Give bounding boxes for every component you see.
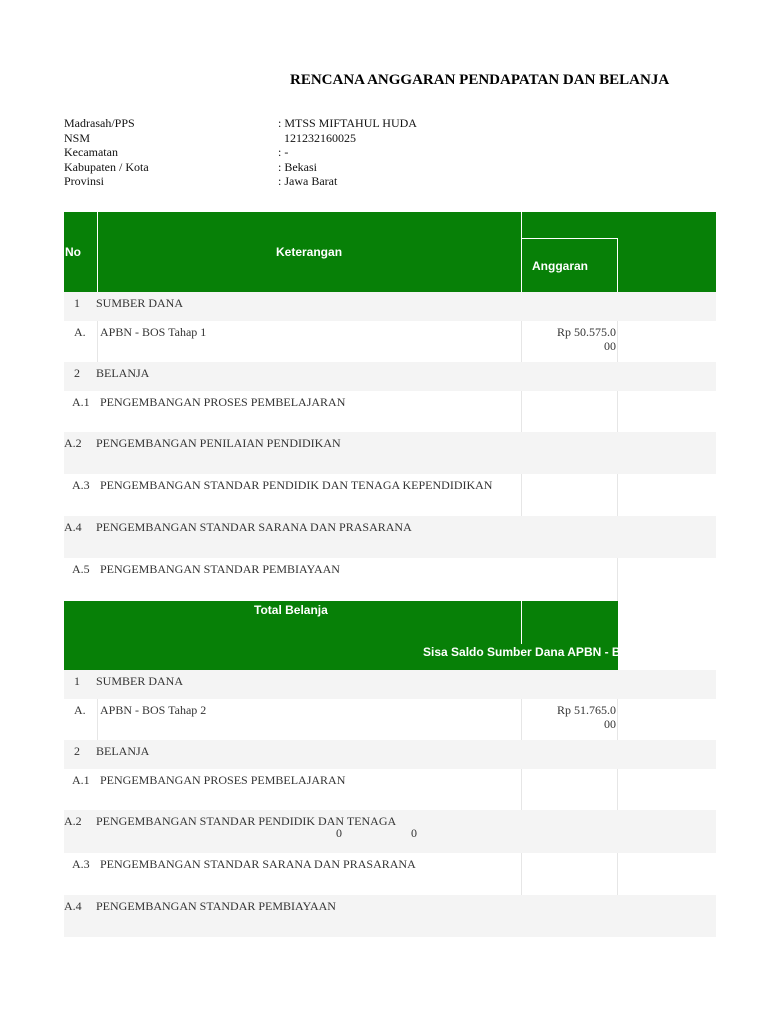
row-description: PENGEMBANGAN STANDAR PEMBIAYAAN xyxy=(96,899,336,913)
header-anggaran: Anggaran xyxy=(532,259,589,273)
row-description: SUMBER DANA xyxy=(96,674,184,688)
table-row xyxy=(64,321,716,362)
total-belanja-label: Total Belanja xyxy=(254,603,328,617)
table-row xyxy=(64,432,716,474)
column-divider xyxy=(617,558,618,601)
amount-line: 00 xyxy=(604,717,616,731)
table-row xyxy=(64,558,716,601)
amount-line: Rp 50.575.0 xyxy=(556,325,616,339)
header-no: No xyxy=(65,245,81,259)
column-divider xyxy=(617,474,618,516)
header-divider xyxy=(521,238,617,239)
row-description: APBN - BOS Tahap 2 xyxy=(100,703,207,717)
column-divider xyxy=(617,391,618,432)
row-number: 1 xyxy=(74,674,80,688)
row-number: A. xyxy=(74,703,86,717)
row-number: 1 xyxy=(74,296,80,310)
row-description: PENGEMBANGAN STANDAR PENDIDIK DAN TENAGA xyxy=(96,814,397,828)
row-amount xyxy=(522,703,616,731)
table-row xyxy=(64,516,716,558)
row-amount xyxy=(522,325,616,353)
info-row-kabupaten xyxy=(64,160,564,175)
info-label: Kecamatan xyxy=(64,145,118,160)
column-divider xyxy=(617,699,618,740)
table-row xyxy=(64,362,716,391)
total-belanja-row xyxy=(64,601,618,644)
header-keterangan: Keterangan xyxy=(276,245,343,259)
info-value: : MTSS MIFTAHUL HUDA xyxy=(278,116,417,130)
info-value: : Bekasi xyxy=(278,159,317,174)
sisa-saldo-row xyxy=(64,644,638,670)
column-divider xyxy=(97,321,98,362)
column-divider xyxy=(521,769,522,810)
table-row xyxy=(64,474,716,516)
column-divider xyxy=(617,769,618,810)
row-number: A.2 xyxy=(64,436,82,450)
row-number: A.3 xyxy=(72,857,90,871)
info-label: Madrasah/PPS xyxy=(64,116,135,130)
row-number: A.1 xyxy=(72,395,90,409)
row-description: PENGEMBANGAN PROSES PEMBELAJARAN xyxy=(100,773,346,787)
column-divider xyxy=(617,853,618,895)
row-subvalue: 0 xyxy=(336,826,342,840)
row-description: PENGEMBANGAN STANDAR SARANA DAN PRASARANA xyxy=(100,857,416,871)
row-number: 2 xyxy=(74,744,80,758)
table-row xyxy=(64,292,716,321)
band-divider xyxy=(521,601,522,644)
row-description: BELANJA xyxy=(96,744,150,758)
table-row xyxy=(64,391,716,432)
row-number: A.4 xyxy=(64,520,82,534)
info-value: : Jawa Barat xyxy=(278,174,338,189)
info-row-nsm xyxy=(64,131,564,146)
table-row xyxy=(64,670,716,699)
row-description: PENGEMBANGAN PENILAIAN PENDIDIKAN xyxy=(96,436,341,450)
row-description: PENGEMBANGAN STANDAR SARANA DAN PRASARANA xyxy=(96,520,412,534)
table-row xyxy=(64,769,716,810)
row-number: A.4 xyxy=(64,899,82,913)
column-divider xyxy=(521,391,522,432)
info-value: : - xyxy=(278,145,289,160)
info-row-madrasah xyxy=(64,116,564,131)
info-label: Kabupaten / Kota xyxy=(64,159,149,174)
info-label: NSM xyxy=(64,130,91,145)
row-description: APBN - BOS Tahap 1 xyxy=(100,325,207,339)
table-row xyxy=(64,740,716,769)
row-description: PENGEMBANGAN PROSES PEMBELAJARAN xyxy=(100,395,346,409)
header-divider xyxy=(97,212,98,292)
row-number: A.1 xyxy=(72,773,90,787)
table-header xyxy=(64,212,716,292)
row-description: BELANJA xyxy=(96,366,150,380)
row-number: 2 xyxy=(74,366,80,380)
header-divider xyxy=(617,238,618,292)
row-subvalue: 0 xyxy=(411,826,417,840)
column-divider xyxy=(97,699,98,740)
table-row xyxy=(64,853,716,895)
row-number: A.2 xyxy=(64,814,82,828)
row-number: A.3 xyxy=(72,478,90,492)
column-divider xyxy=(521,853,522,895)
row-number: A.5 xyxy=(72,562,90,576)
info-label: Provinsi xyxy=(64,174,105,189)
info-value: 121232160025 xyxy=(278,130,356,145)
document-title: RENCANA ANGGARAN PENDAPATAN DAN BELANJA xyxy=(290,72,670,88)
row-description: PENGEMBANGAN STANDAR PENDIDIK DAN TENAGA KEPENDIDIKAN xyxy=(100,478,493,492)
table-row xyxy=(64,810,716,853)
row-description: PENGEMBANGAN STANDAR PEMBIAYAAN xyxy=(100,562,340,576)
info-row-kecamatan xyxy=(64,145,564,160)
sisa-saldo-label: Sisa Saldo Sumber Dana APBN - BOS xyxy=(423,645,638,659)
table-row xyxy=(64,699,716,740)
header-divider xyxy=(521,212,522,292)
amount-line: Rp 51.765.0 xyxy=(556,703,616,717)
column-divider xyxy=(521,474,522,516)
row-description: SUMBER DANA xyxy=(96,296,184,310)
amount-line: 00 xyxy=(604,339,616,353)
column-divider xyxy=(617,321,618,362)
table-row xyxy=(64,895,716,937)
school-info xyxy=(64,116,564,189)
info-row-provinsi xyxy=(64,174,564,189)
row-number: A. xyxy=(74,325,86,339)
